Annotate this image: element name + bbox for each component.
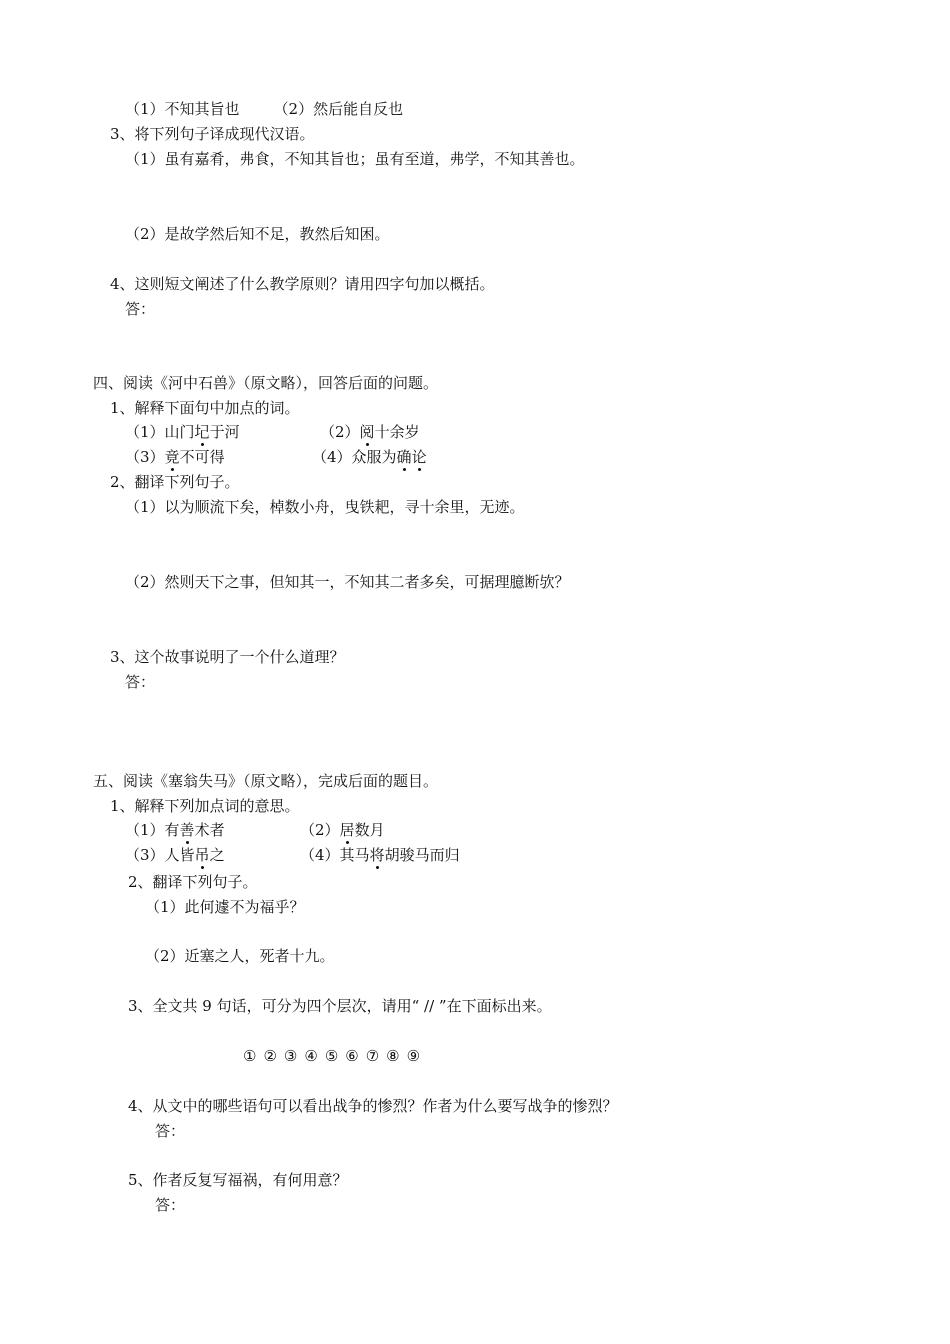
dotted-word: 吊 bbox=[194, 846, 210, 864]
circled-number: ⑤ bbox=[324, 1047, 339, 1065]
circled-number: ① bbox=[243, 1047, 257, 1065]
circled-number: ④ bbox=[304, 1047, 318, 1065]
s5-q2-sentence-2: （2）近塞之人，死者十九。 bbox=[145, 947, 335, 965]
answer-label: 答： bbox=[125, 673, 156, 691]
dotted-word: 确 bbox=[396, 448, 412, 466]
dotted-word: 将 bbox=[369, 846, 385, 864]
s5-q1-title: 1、解释下列加点词的意思。 bbox=[110, 797, 300, 815]
dotted-word: 论 bbox=[411, 448, 427, 466]
s4-q1-title: 1、解释下面句中加点的词。 bbox=[110, 399, 300, 417]
circled-number: ② bbox=[263, 1047, 277, 1065]
circled-number: ⑥ bbox=[345, 1047, 359, 1065]
q3-sentence-1: （1）虽有嘉肴，弗食，不知其旨也；虽有至道，弗学，不知其善也。 bbox=[125, 150, 585, 168]
answer-label: 答： bbox=[155, 1122, 186, 1140]
dotted-word: 圮 bbox=[194, 423, 210, 441]
answer-label: 答： bbox=[125, 300, 156, 318]
answer-label: 答： bbox=[155, 1196, 186, 1214]
s5-q5-title: 5、作者反复写福祸，有何用意？ bbox=[128, 1171, 348, 1189]
s4-q1-item-2: （2）阅十余岁 bbox=[320, 423, 420, 441]
s4-q2-sentence-1: （1）以为顺流下矣，棹数小舟，曳铁耙，寻十余里，无迹。 bbox=[125, 498, 525, 516]
s5-q1-item-1: （1）有善术者 bbox=[125, 821, 225, 839]
q3-sentence-2: （2）是故学然后知不足，教然后知困。 bbox=[125, 225, 390, 243]
s5-q1-item-4: （4）其马将胡骏马而归 bbox=[300, 846, 460, 864]
s5-q1-item-2: （2）居数月 bbox=[300, 821, 385, 839]
circled-numbers-row bbox=[243, 1046, 427, 1066]
circled-number: ⑨ bbox=[406, 1047, 421, 1065]
q2-items-row bbox=[125, 99, 403, 119]
s5-q3-title: 3、全文共 9 句话，可分为四个层次，请用“ // ”在下面标出来。 bbox=[128, 997, 552, 1015]
circled-number: ③ bbox=[283, 1047, 298, 1065]
s4-q1-item-4: （4）众服为确论 bbox=[312, 448, 427, 466]
circled-number: ⑦ bbox=[365, 1047, 380, 1065]
q2-item-2: （2）然后能自反也 bbox=[273, 100, 404, 118]
s4-q1-item-1: （1）山门圮于河 bbox=[125, 423, 240, 441]
s4-q3-title: 3、这个故事说明了一个什么道理？ bbox=[110, 648, 345, 666]
q2-item-1: （1）不知其旨也 bbox=[125, 100, 240, 118]
s5-q2-title: 2、翻译下列句子。 bbox=[128, 873, 258, 891]
section-5-title: 五、阅读《塞翁失马》（原文略），完成后面的题目。 bbox=[93, 772, 439, 790]
circled-number: ⑧ bbox=[386, 1047, 400, 1065]
dotted-word: 善 bbox=[179, 821, 195, 839]
q3-title: 3、将下列句子译成现代汉语。 bbox=[110, 125, 315, 143]
section-4-title: 四、阅读《河中石兽》（原文略），回答后面的问题。 bbox=[93, 374, 439, 392]
dotted-word: 居 bbox=[339, 821, 355, 839]
dotted-word: 竟 bbox=[164, 448, 180, 466]
s5-q4-title: 4、从文中的哪些语句可以看出战争的惨烈？作者为什么要写战争的惨烈？ bbox=[128, 1097, 618, 1115]
s5-q1-item-3: （3）人皆吊之 bbox=[125, 846, 225, 864]
dotted-word: 阅 bbox=[359, 423, 375, 441]
s4-q2-sentence-2: （2）然则天下之事，但知其一，不知其二者多矣，可据理臆断欤？ bbox=[125, 573, 570, 591]
s5-q2-sentence-1: （1）此何遽不为福乎？ bbox=[145, 898, 305, 916]
s4-q1-item-3: （3）竟不可得 bbox=[125, 448, 225, 466]
s4-q2-title: 2、翻译下列句子。 bbox=[110, 473, 240, 491]
q4-title: 4、这则短文阐述了什么教学原则？请用四字句加以概括。 bbox=[110, 275, 495, 293]
